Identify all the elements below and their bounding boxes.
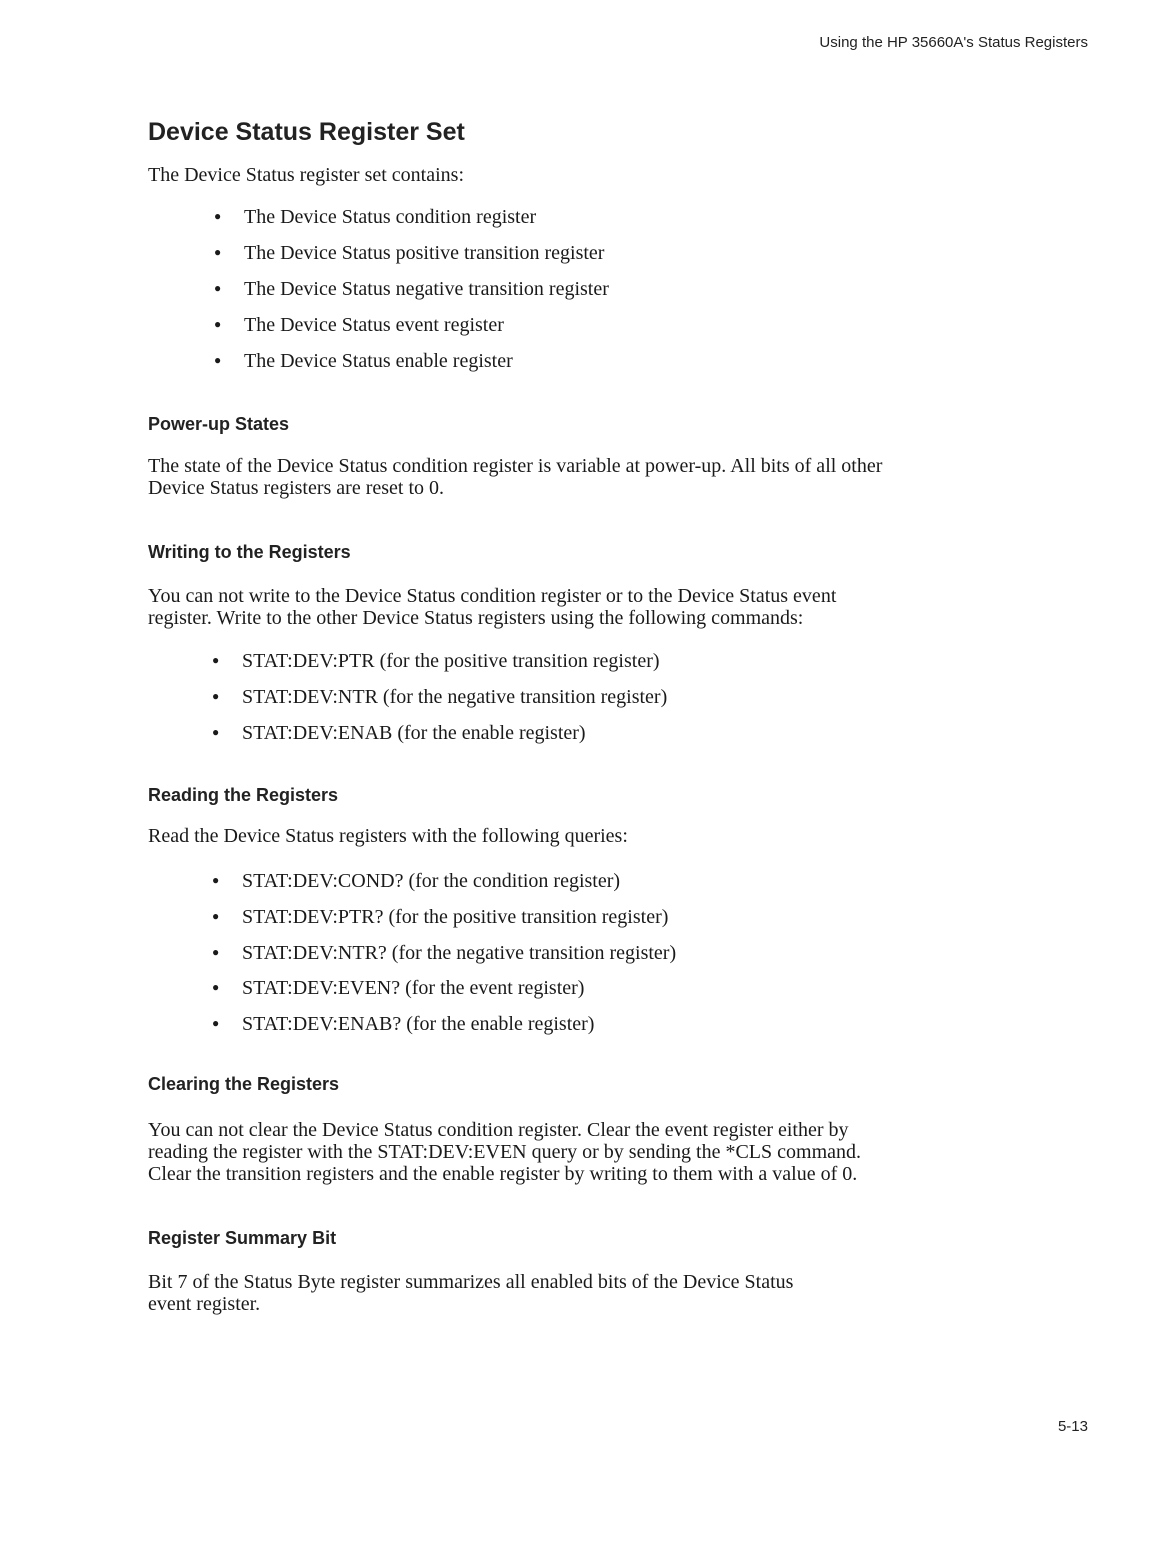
clearing-paragraph [148, 1119, 1088, 1185]
bullet-item [212, 976, 584, 999]
bullet-text: The Device Status positive transition register [244, 242, 605, 264]
line: event register. [148, 1293, 261, 1315]
line: Bit 7 of the Status Byte register summarizes all enabled bits of the Device Status [148, 1271, 794, 1293]
bullet-icon: ● [212, 653, 220, 667]
line: register. Write to the other Device Status registers using the following commands: [148, 607, 804, 629]
bullet-item [214, 313, 504, 336]
bullet-text: STAT:DEV:ENAB? (for the enable register) [242, 1013, 595, 1036]
bullet-icon: ● [212, 873, 220, 887]
bullet-icon: ● [214, 245, 222, 259]
page-title: Device Status Register Set [148, 118, 465, 146]
bullet-text: The Device Status event register [244, 314, 504, 336]
bullet-item [212, 721, 586, 744]
heading-summary: Register Summary Bit [148, 1228, 337, 1248]
line: Clear the transition registers and the enable register by writing to them with a value of 0. [148, 1163, 858, 1185]
bullet-icon: ● [212, 725, 220, 739]
bullet-icon: ● [212, 944, 220, 959]
bullet-item [214, 205, 536, 228]
bullet-icon: ● [212, 908, 220, 923]
bullet-text: STAT:DEV:ENAB (for the enable register) [242, 722, 586, 744]
bullet-item [214, 349, 513, 372]
bullet-item [212, 649, 660, 672]
bullet-text: STAT:DEV:NTR? (for the negative transition register) [242, 941, 677, 964]
bullet-text: STAT:DEV:EVEN? (for the event register) [242, 977, 585, 1000]
running-header: Using the HP 35660A's Status Registers [819, 34, 1088, 51]
bullet-text: STAT:DEV:PTR (for the positive transition register) [242, 650, 660, 672]
page-number: 5-13 [1057, 1418, 1088, 1435]
line: reading the register with the STAT:DEV:EVEN query or by sending the *CLS command. [148, 1141, 861, 1163]
heading-writing: Writing to the Registers [148, 542, 351, 562]
heading-clearing: Clearing the Registers [148, 1074, 340, 1094]
bullet-icon: ● [212, 689, 220, 703]
bullet-text: The Device Status condition register [244, 206, 537, 228]
summary-paragraph [148, 1271, 1088, 1315]
intro-paragraph: The Device Status register set contains: [148, 164, 465, 186]
heading-powerup: Power-up States [148, 414, 290, 434]
bullet-icon: ● [214, 317, 222, 331]
line: Read the Device Status registers with the following queries: [148, 825, 628, 847]
writing-paragraph [148, 585, 1088, 629]
bullet-item [212, 869, 620, 892]
line: You can not clear the Device Status condition register. Clear the event register either by [148, 1119, 849, 1141]
bullet-text: STAT:DEV:COND? (for the condition register) [242, 870, 621, 892]
bullet-text: STAT:DEV:NTR (for the negative transition register) [242, 686, 668, 708]
powerup-paragraph [148, 455, 1088, 499]
line: Device Status registers are reset to 0. [148, 477, 445, 499]
bullet-icon: ● [212, 1016, 220, 1031]
bullet-item [212, 685, 667, 708]
bullet-icon: ● [214, 281, 222, 295]
bullet-text: The Device Status negative transition register [244, 278, 609, 300]
line: You can not write to the Device Status condition register or to the Device Status event [148, 585, 837, 607]
bullet-item [212, 905, 668, 928]
bullet-icon: ● [214, 353, 222, 367]
bullet-item [214, 277, 609, 300]
bullet-item [212, 1012, 594, 1035]
bullet-item [212, 941, 676, 964]
bullet-text: The Device Status enable register [244, 350, 513, 372]
bullet-icon: ● [214, 209, 222, 223]
heading-reading: Reading the Registers [148, 785, 339, 805]
bullet-icon: ● [212, 980, 220, 995]
line: The state of the Device Status condition register is variable at power-up. All bits of all other [148, 455, 883, 477]
bullet-item [214, 241, 604, 264]
bullet-text: STAT:DEV:PTR? (for the positive transition register) [242, 905, 669, 928]
reading-paragraph [148, 825, 1088, 847]
